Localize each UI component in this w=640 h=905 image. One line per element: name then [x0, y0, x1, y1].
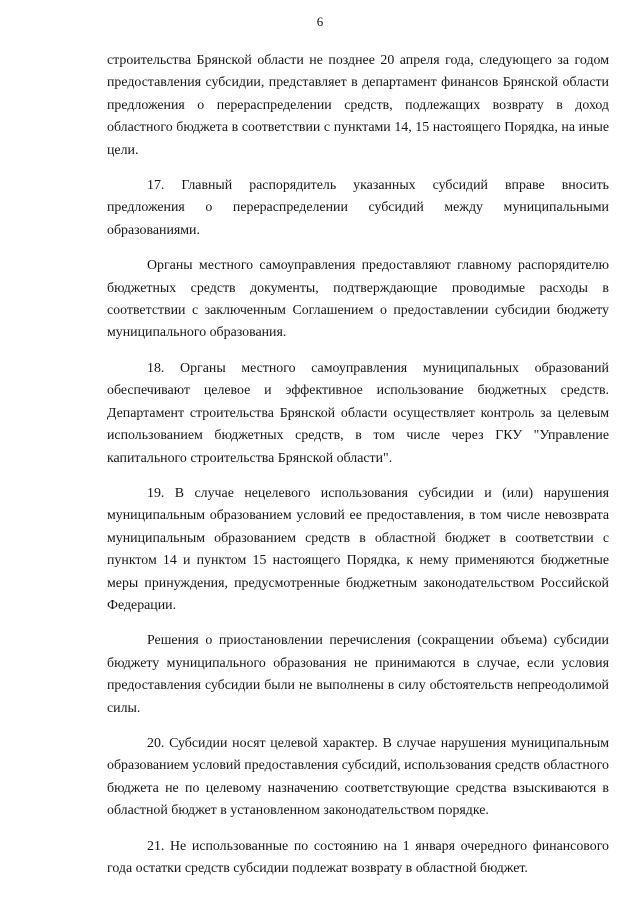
paragraph-continuation: строительства Брянской области не позднее 20 апреля года, следующего за годом предоставления субсидии, представляет в департамент финансов Брянской области предложения о перераспределении средств, подлежащих возврату в доход областного бюджета в соответствии с пунктами 14, 15 настоящего Порядка, на иные цели. — [107, 53, 609, 158]
paragraph-21: 21. Не использованные по состоянию на 1 января очередного финансового года остатки средств субсидии подлежат возврату в областной бюджет. — [107, 838, 609, 876]
paragraph-17: 17. Главный распорядитель указанных субсидий вправе вносить предложения о перераспределении субсидий между муниципальными образованиями. — [107, 178, 609, 238]
paragraph-19-force-majeure: Решения о приостановлении перечисления (сокращении объема) субсидии бюджету муниципального образования не принимаются в случае, если условия предоставления субсидии были не выполнены в силу обстоятельств непреодолимой силы. — [107, 633, 609, 716]
document-body — [107, 50, 609, 893]
paragraph-20: 20. Субсидии носят целевой характер. В случае нарушения муниципальным образованием условий предоставления субсидий, использования средств областного бюджета не по целевому назначению соответствующие средства взыскиваются в областной бюджет в установленном законодательством порядке. — [107, 735, 609, 819]
paragraph-17-supporting-documents: Органы местного самоуправления предоставляют главному распорядителю бюджетных средств документы, подтверждающие проводимые расходы в соответствии с заключенным Соглашением о предоставлении субсидии бюджету муниципального образования. — [107, 258, 609, 341]
paragraph-19: 19. В случае нецелевого использования субсидии и (или) нарушения муниципальным образованием условий ее предоставления, в том числе невозврата муниципальным образованием средств в областной бюджет в соответствии с пунктом 14 и пунктом 15 настоящего Порядка, к нему применяются бюджетные меры принуждения, предусмотренные бюджетным законодательством Российской Федерации. — [107, 485, 609, 613]
paragraph-18: 18. Органы местного самоуправления муниципальных образований обеспечивают целевое и эффективное использование бюджетных средств. Департамент строительства Брянской области осуществляет контроль за целевым использованием бюджетных средств, в том числе через ГКУ "Управление капитального строительства Брянской области". — [107, 360, 609, 466]
page-number: 6 — [316, 14, 324, 29]
